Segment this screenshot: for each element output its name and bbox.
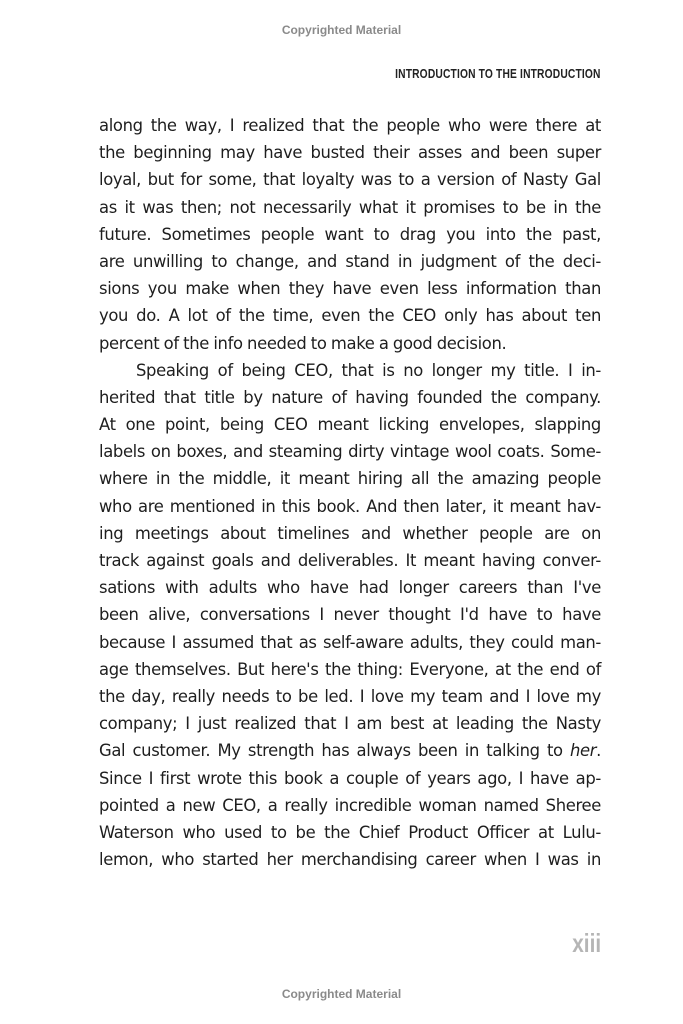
text-line: are unwilling to change, and stand in judgment of the deci- [99,251,601,271]
text-line: percent of the info needed to make a good decision. [99,333,507,353]
text-line: as it was then; not necessarily what it promises to be in the [99,197,601,217]
text-line: the beginning may have busted their asses and been super [99,143,601,163]
text-line-start: Gal customer. My strength has always been in talking to [99,741,570,761]
running-head: INTRODUCTION TO THE INTRODUCTION [395,67,601,81]
copyright-watermark-bottom: Copyrighted Material [281,987,402,1001]
text-line: sations with adults who have had longer careers than I've [99,578,601,598]
emphasized-word: her [569,741,597,761]
page-number: xiii [572,928,601,958]
text-line: labels on boxes, and steaming dirty vintage wool coats. Some- [99,442,601,462]
text-line: where in the middle, it meant hiring all the amazing people [99,469,601,489]
text-line: age themselves. But here's the thing: Everyone, at the end of [99,659,601,679]
text-line: sions you make when they have even less information than [99,279,601,299]
text-line-end: . [596,741,601,761]
text-line: lemon, who started her merchandising career when I was in [99,850,601,870]
text-line: company; I just realized that I am best at leading the Nasty [99,714,601,734]
text-line: who are mentioned in this book. And then later, it meant hav- [99,496,601,516]
text-line: Speaking of being CEO, that is no longer my title. I in- [136,360,601,380]
text-line: pointed a new CEO, a really incredible woman named Sheree [99,795,601,815]
text-line: track against goals and deliverables. It meant having conver- [99,551,601,570]
text-line: been alive, conversations I never thought I'd have to have [99,605,601,625]
text-line: along the way, I realized that the people who were there at [99,116,601,135]
text-line: you do. A lot of the time, even the CEO only has about ten [99,306,601,326]
text-line: At one point, being CEO meant licking envelopes, slapping [99,415,601,435]
text-line: herited that title by nature of having founded the company. [99,387,601,407]
text-line: Waterson who used to be the Chief Product Officer at Lulu- [99,822,601,842]
text-line [99,737,601,764]
text-line: Since I first wrote this book a couple of years ago, I have ap- [99,768,601,788]
text-line: the day, really needs to be led. I love my team and I love my [99,686,601,706]
text-line: future. Sometimes people want to drag you into the past, [99,224,601,244]
body-text [99,112,601,873]
copyright-watermark-top: Copyrighted Material [281,23,402,37]
text-line: loyal, but for some, that loyalty was to a version of Nasty Gal [99,170,601,190]
text-line: because I assumed that as self-aware adults, they could man- [99,632,601,652]
text-line: ing meetings about timelines and whether people are on [99,523,601,543]
